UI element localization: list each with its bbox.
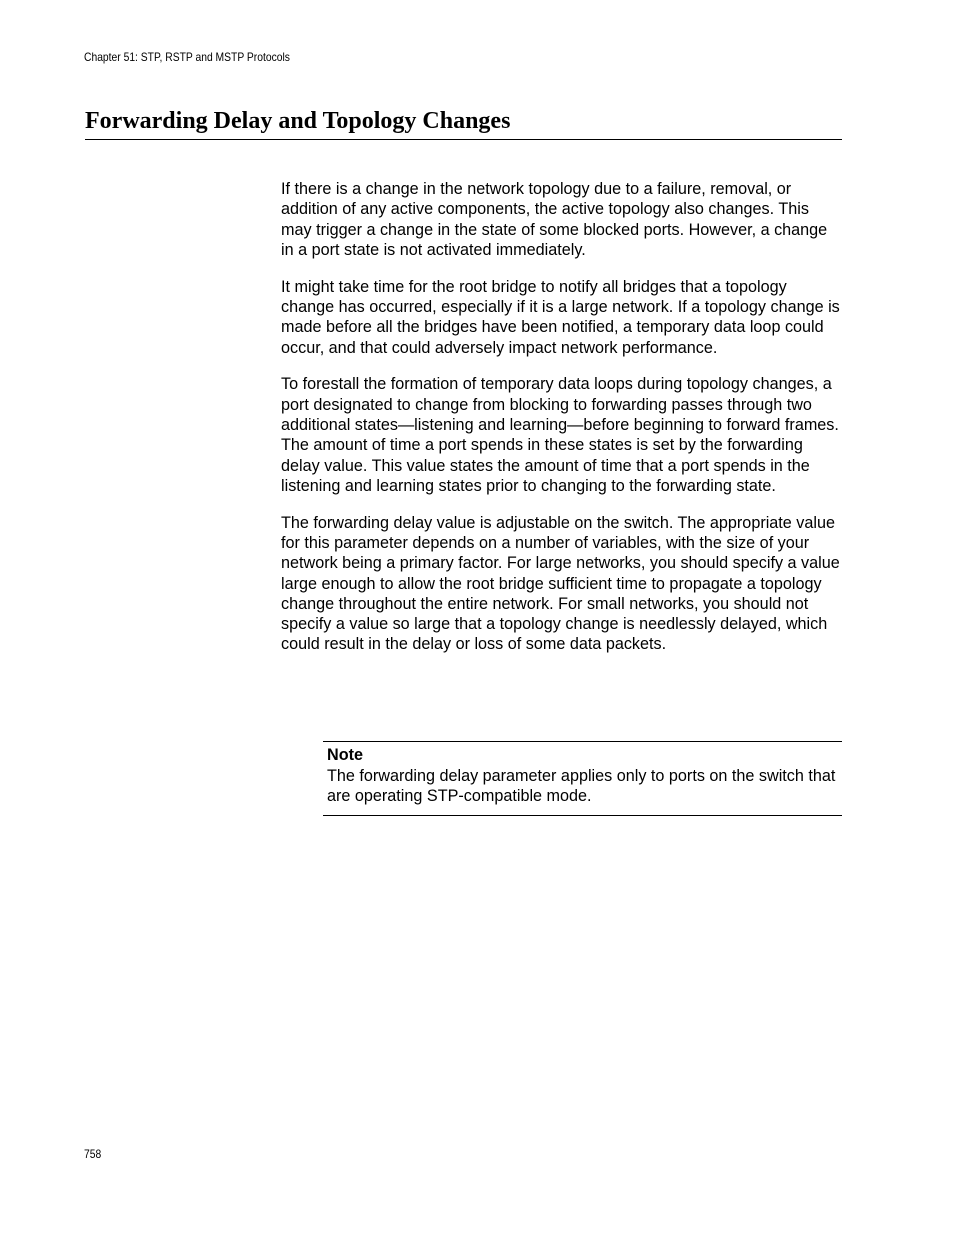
chapter-header: Chapter 51: STP, RSTP and MSTP Protocols [84,50,290,64]
note-box [323,741,842,816]
note-heading: Note [327,746,363,764]
note-text: The forwarding delay parameter applies only to ports on the switch that are operating STP-compatible mode. [327,767,836,806]
paragraph-forestall-loops: To forestall the formation of temporary data loops during topology changes, a port designated to change from blocking to forwarding passes through two additional states—listening and learning—before beginning to forward frames. The amount of time a port spends in these states is set by the forwarding delay value. This value states the amount of time that a port spends in the listening and learning states prior to changing to the forwarding state. [281,375,839,495]
body-text [281,179,843,671]
paragraph-topology-change: If there is a change in the network topology due to a failure, removal, or addition of any active components, the active topology also changes. This may trigger a change in the state of some blocked ports. However, a change in a port state is not activated immediately. [281,180,828,259]
page-number: 758 [84,1147,102,1161]
section-title: Forwarding Delay and Topology Changes [85,107,842,140]
paragraph-adjustable-delay: The forwarding delay value is adjustable on the switch. The appropriate value for this parameter depends on a number of variables, with the size of your network being a primary factor. For large networks, you should specify a value large enough to allow the root bridge sufficient time to propagate a topology change throughout the entire network. For small networks, you should not specify a value so large that a topology change is needlessly delayed, which could result in the delay or loss of some data packets. [281,513,840,654]
paragraph-root-bridge-notify: It might take time for the root bridge to notify all bridges that a topology change has occurred, especially if it is a large network. If a topology change is made before all the bridges have been notified, a temporary data loop could occur, and that could adversely impact network performance. [281,277,840,357]
